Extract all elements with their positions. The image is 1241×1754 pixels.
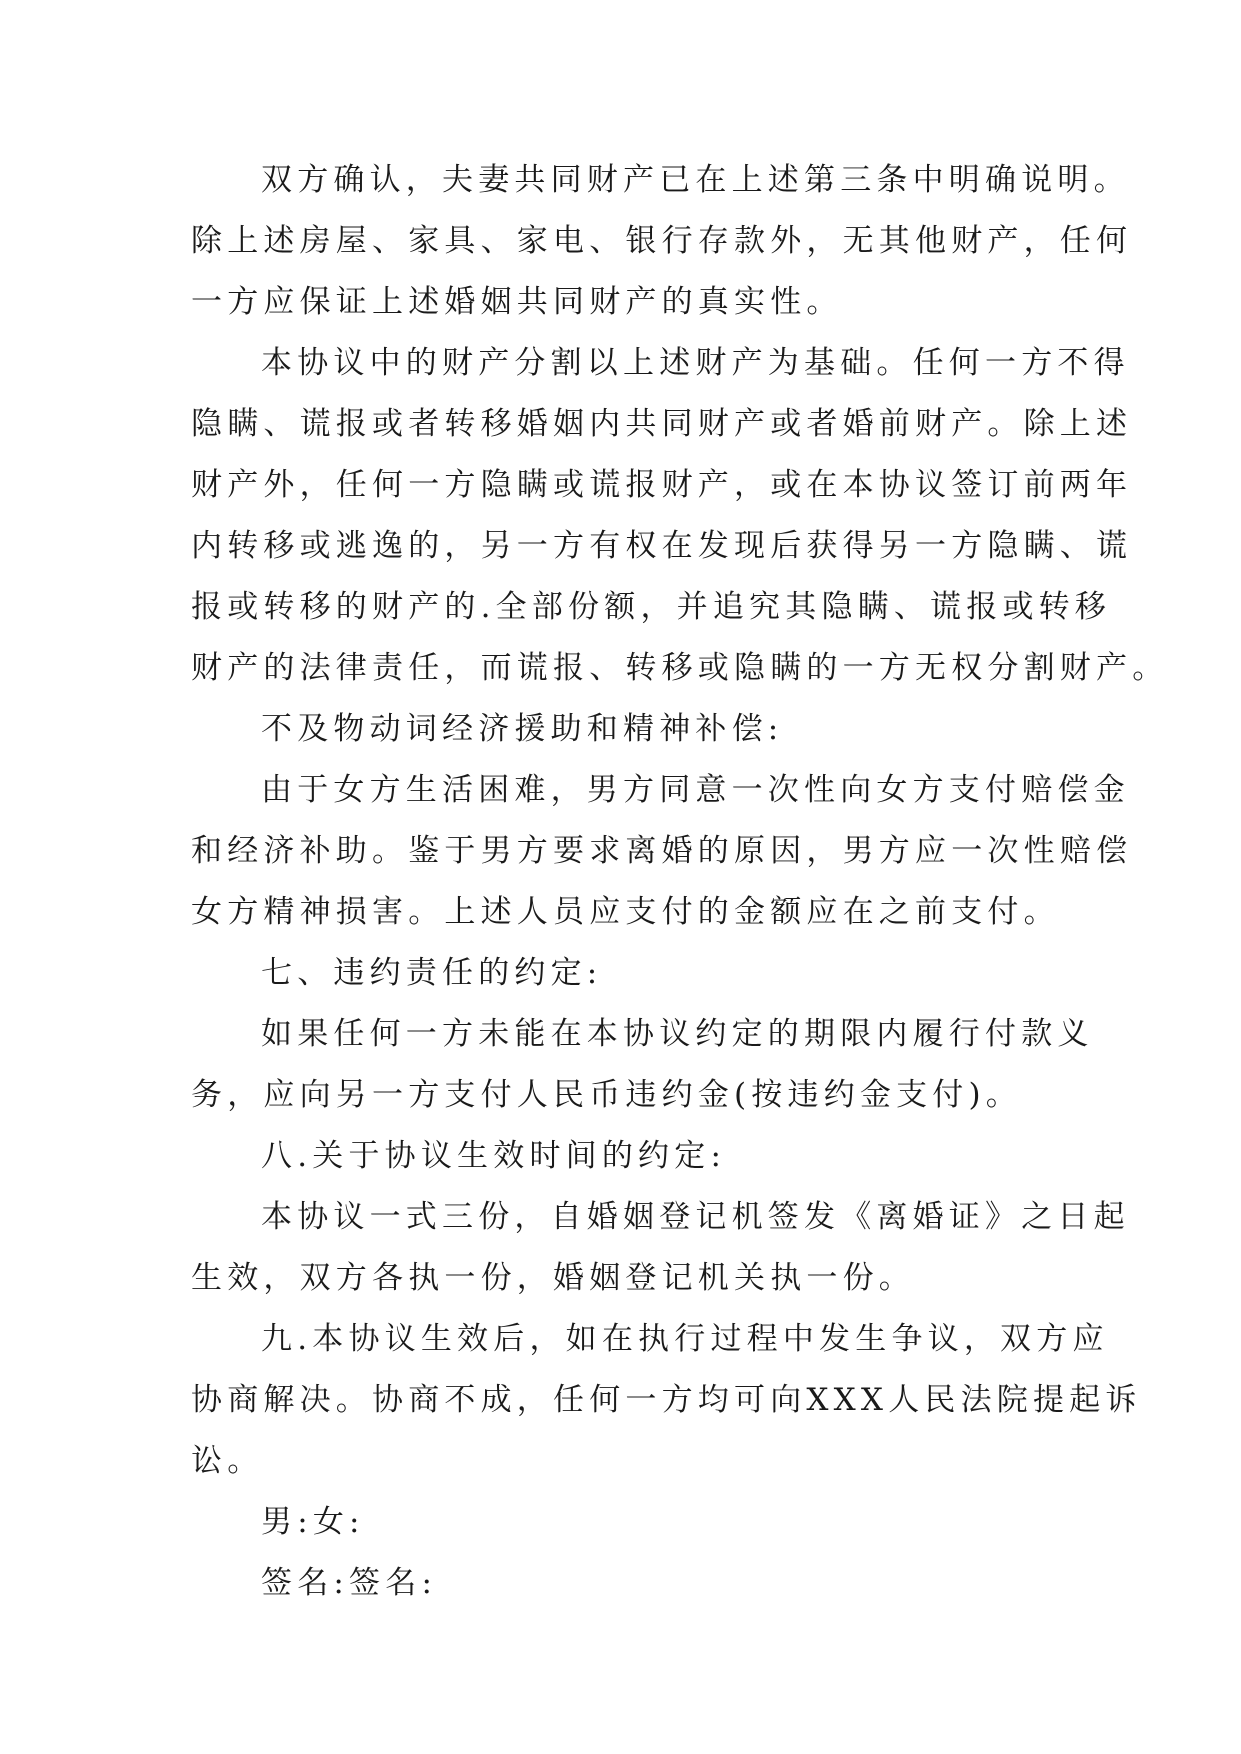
- paragraph-line: 除上述房屋、家具、家电、银行存款外，无其他财产，任何: [191, 223, 1133, 259]
- paragraph-line: 生效，双方各执一份，婚姻登记机关执一份。: [191, 1260, 915, 1296]
- document-body: [191, 150, 1169, 1614]
- paragraph-line: 协商解决。协商不成，任何一方均可向XXX人民法院提起诉: [191, 1382, 1142, 1418]
- signature-labels: 签名:签名:: [261, 1565, 438, 1601]
- paragraph-line: 隐瞒、谎报或者转移婚姻内共同财产或者婚前财产。除上述: [191, 406, 1133, 442]
- paragraph-line: 讼。: [191, 1443, 264, 1479]
- section-heading: 八.关于协议生效时间的约定:: [261, 1138, 727, 1174]
- paragraph-line: 双方确认，夫妻共同财产已在上述第三条中明确说明。: [261, 162, 1130, 198]
- paragraph-line: 如果任何一方未能在本协议约定的期限内履行付款义: [261, 1016, 1094, 1052]
- paragraph-line: 本协议一式三份，自婚姻登记机签发《离婚证》之日起: [261, 1199, 1130, 1235]
- party-labels: 男:女:: [261, 1504, 365, 1540]
- paragraph-line: 内转移或逃逸的，另一方有权在发现后获得另一方隐瞒、谎: [191, 528, 1133, 564]
- section-heading: 不及物动词经济援助和精神补偿:: [261, 711, 784, 747]
- paragraph-line: 务，应向另一方支付人民币违约金(按违约金支付)。: [191, 1077, 1022, 1113]
- paragraph-line: 财产的法律责任，而谎报、转移或隐瞒的一方无权分割财产。: [191, 650, 1169, 686]
- paragraph-line: 由于女方生活困难，男方同意一次性向女方支付赔偿金: [261, 772, 1130, 808]
- paragraph-line: 财产外，任何一方隐瞒或谎报财产，或在本协议签订前两年: [191, 467, 1133, 503]
- paragraph-line: 和经济补助。鉴于男方要求离婚的原因，男方应一次性赔偿: [191, 833, 1133, 869]
- paragraph-line: 本协议中的财产分割以上述财产为基础。任何一方不得: [261, 345, 1130, 381]
- paragraph-line: 九.本协议生效后，如在执行过程中发生争议，双方应: [261, 1321, 1109, 1357]
- paragraph-line: 一方应保证上述婚姻共同财产的真实性。: [191, 284, 843, 320]
- paragraph-line: 女方精神损害。上述人员应支付的金额应在之前支付。: [191, 894, 1060, 930]
- section-heading: 七、违约责任的约定:: [261, 955, 603, 991]
- paragraph-line: 报或转移的财产的.全部份额，并追究其隐瞒、谎报或转移: [191, 589, 1112, 625]
